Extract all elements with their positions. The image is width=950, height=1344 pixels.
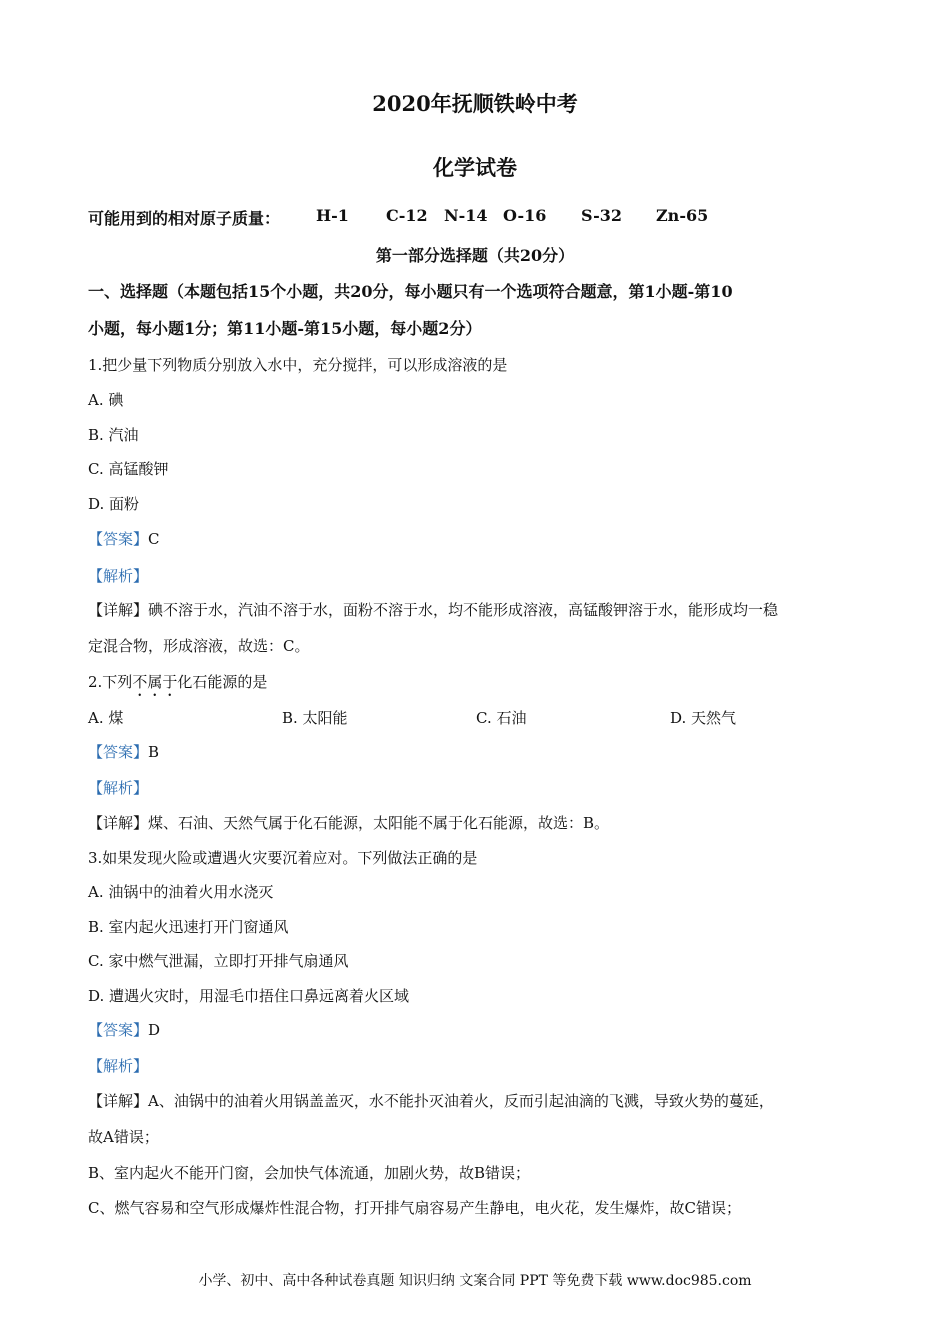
page-title: 2020年抚顺铁岭中考	[372, 91, 578, 116]
q3-option-c: C. 家中燃气泄漏，立即打开排气扇通风	[88, 952, 349, 970]
answer-tag: 【答案】	[88, 530, 149, 548]
q1-stem: 1.把少量下列物质分别放入水中，充分搅拌，可以形成溶液的是	[88, 356, 508, 374]
answer-value: C	[148, 530, 160, 548]
page-footer: 小学、初中、高中各种试卷真题 知识归纳 文案合同 PPT 等免费下载 www.doc985.com	[198, 1273, 752, 1289]
q2-answer	[88, 741, 159, 762]
q2-stem	[88, 671, 267, 700]
answer-tag: 【答案】	[88, 1021, 149, 1039]
q1-option-d: D. 面粉	[88, 495, 140, 513]
q2-stem-prefix: 2.下列	[88, 673, 133, 691]
part-title: 第一部分选择题（共20分）	[375, 246, 575, 265]
detail-text: 煤、石油、天然气属于化石能源，太阳能不属于化石能源，故选：B。	[148, 814, 610, 832]
detail-tag: 【详解】	[88, 814, 149, 832]
q2-detail-line1	[88, 812, 609, 833]
q2-stem-suffix: 化石能源的是	[177, 673, 268, 691]
atomic-mass-h: H-1	[316, 206, 349, 225]
q3-option-d: D. 遭遇火灾时，用湿毛巾捂住口鼻远离着火区域	[88, 987, 410, 1005]
q1-analysis-tag: 【解析】	[88, 567, 149, 585]
detail-text: 碘不溶于水，汽油不溶于水，面粉不溶于水，均不能形成溶液，高锰酸钾溶于水，能形成均一稳	[148, 601, 779, 619]
section-heading-line2: 小题，每小题1分；第11小题-第15小题，每小题2分）	[88, 319, 482, 338]
atomic-mass-s: S-32	[581, 206, 623, 225]
section-heading-line1: 一、选择题（本题包括15个小题，共20分，每小题只有一个选项符合题意，第1小题-第10	[88, 282, 733, 301]
atomic-mass-zn: Zn-65	[656, 206, 709, 225]
q1-option-a: A. 碘	[88, 391, 124, 409]
detail-tag: 【详解】	[88, 601, 149, 619]
q1-detail-line1	[88, 599, 778, 620]
atomic-mass-n: N-14	[444, 206, 488, 225]
q3-option-b: B. 室内起火迅速打开门窗通风	[88, 918, 289, 936]
q3-stem: 3.如果发现火险或遭遇火灾要沉着应对。下列做法正确的是	[88, 849, 478, 867]
q1-option-b: B. 汽油	[88, 426, 139, 444]
q2-option-a: A. 煤	[88, 709, 124, 727]
q1-answer	[88, 528, 160, 549]
detail-text: A、油锅中的油着火用锅盖盖灭，水不能扑灭油着火，反而引起油滴的飞溅，导致火势的蔓延，	[148, 1092, 774, 1110]
q3-analysis-tag: 【解析】	[88, 1057, 149, 1075]
q2-option-c: C. 石油	[476, 709, 527, 727]
q3-answer	[88, 1019, 160, 1040]
q3-detail-line2: 故A错误；	[88, 1128, 159, 1146]
atomic-mass-c: C-12	[386, 206, 428, 225]
detail-tag: 【详解】	[88, 1092, 149, 1110]
q3-detail-line3: B、室内起火不能开门窗，会加快气体流通，加剧火势，故B错误；	[88, 1164, 531, 1182]
q2-analysis-tag: 【解析】	[88, 779, 149, 797]
atomic-mass-o: O-16	[503, 206, 547, 225]
q1-detail-line2: 定混合物，形成溶液，故选：C。	[88, 637, 310, 655]
q2-stem-emphasis: 不属于	[132, 673, 178, 691]
exam-subtitle: 化学试卷	[433, 155, 517, 180]
q1-option-c: C. 高锰酸钾	[88, 460, 169, 478]
answer-tag: 【答案】	[88, 743, 149, 761]
answer-value: D	[148, 1021, 161, 1039]
q2-option-d: D. 天然气	[670, 709, 737, 727]
q3-option-a: A. 油锅中的油着火用水浇灭	[88, 883, 274, 901]
answer-value: B	[148, 743, 160, 761]
atomic-masses-label: 可能用到的相对原子质量：	[88, 209, 281, 228]
q2-option-b: B. 太阳能	[282, 709, 348, 727]
q3-detail-line1	[88, 1090, 774, 1111]
q3-detail-line4: C、燃气容易和空气形成爆炸性混合物，打开排气扇容易产生静电，电火花，发生爆炸，故C错误；	[88, 1199, 741, 1217]
